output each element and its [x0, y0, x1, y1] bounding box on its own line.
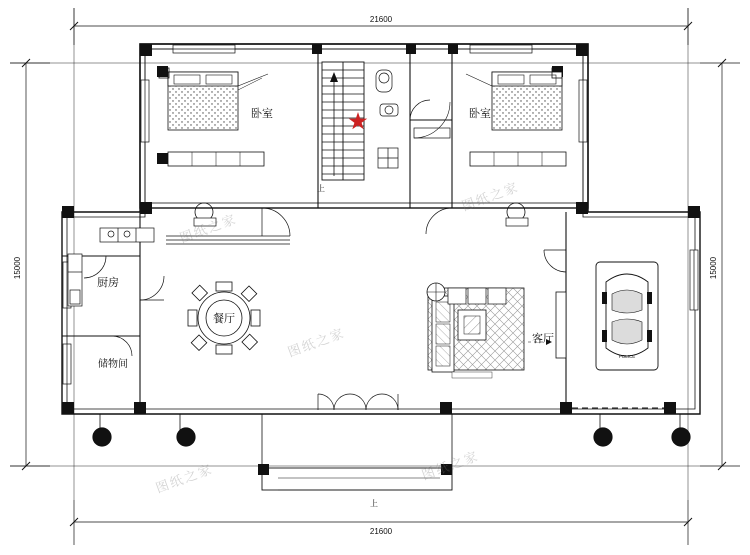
- round-columns: [93, 428, 690, 446]
- watermark-2: 图纸之家: [459, 179, 522, 214]
- watermark-1: 图纸之家: [177, 211, 240, 246]
- living-room-furniture: [427, 283, 566, 378]
- room-label-bedroom-right: 卧室: [469, 108, 491, 120]
- bathroom-fixtures: [376, 70, 450, 168]
- watermark-5: 图纸之家: [419, 448, 482, 483]
- room-label-kitchen: 厨房: [97, 277, 119, 289]
- sliding-partition: [166, 236, 290, 244]
- bedroom-right-furniture: [466, 68, 566, 226]
- watermark-3: 图纸之家: [285, 325, 348, 360]
- dimension-bottom: 21600: [369, 527, 393, 536]
- room-label-storage: 储物间: [98, 359, 128, 370]
- watermark-4: 图纸之家: [153, 461, 216, 496]
- room-label-bedroom-left: 卧室: [251, 108, 273, 120]
- garage-car: [596, 262, 658, 370]
- stair-up-label-front: 上: [370, 499, 378, 508]
- stair-up-label-main: 上: [317, 184, 325, 193]
- room-label-living: 客厅: [532, 333, 554, 345]
- kitchen-fixtures: [68, 228, 154, 306]
- bedroom-left-furniture: [159, 68, 268, 226]
- dimension-top: 21600: [369, 15, 393, 24]
- dimension-left: 15000: [13, 256, 22, 280]
- staircase: [322, 62, 367, 180]
- car-label: POLICE: [618, 354, 636, 359]
- dimension-right: 15000: [709, 256, 718, 280]
- room-label-dining: 餐厅: [213, 313, 235, 325]
